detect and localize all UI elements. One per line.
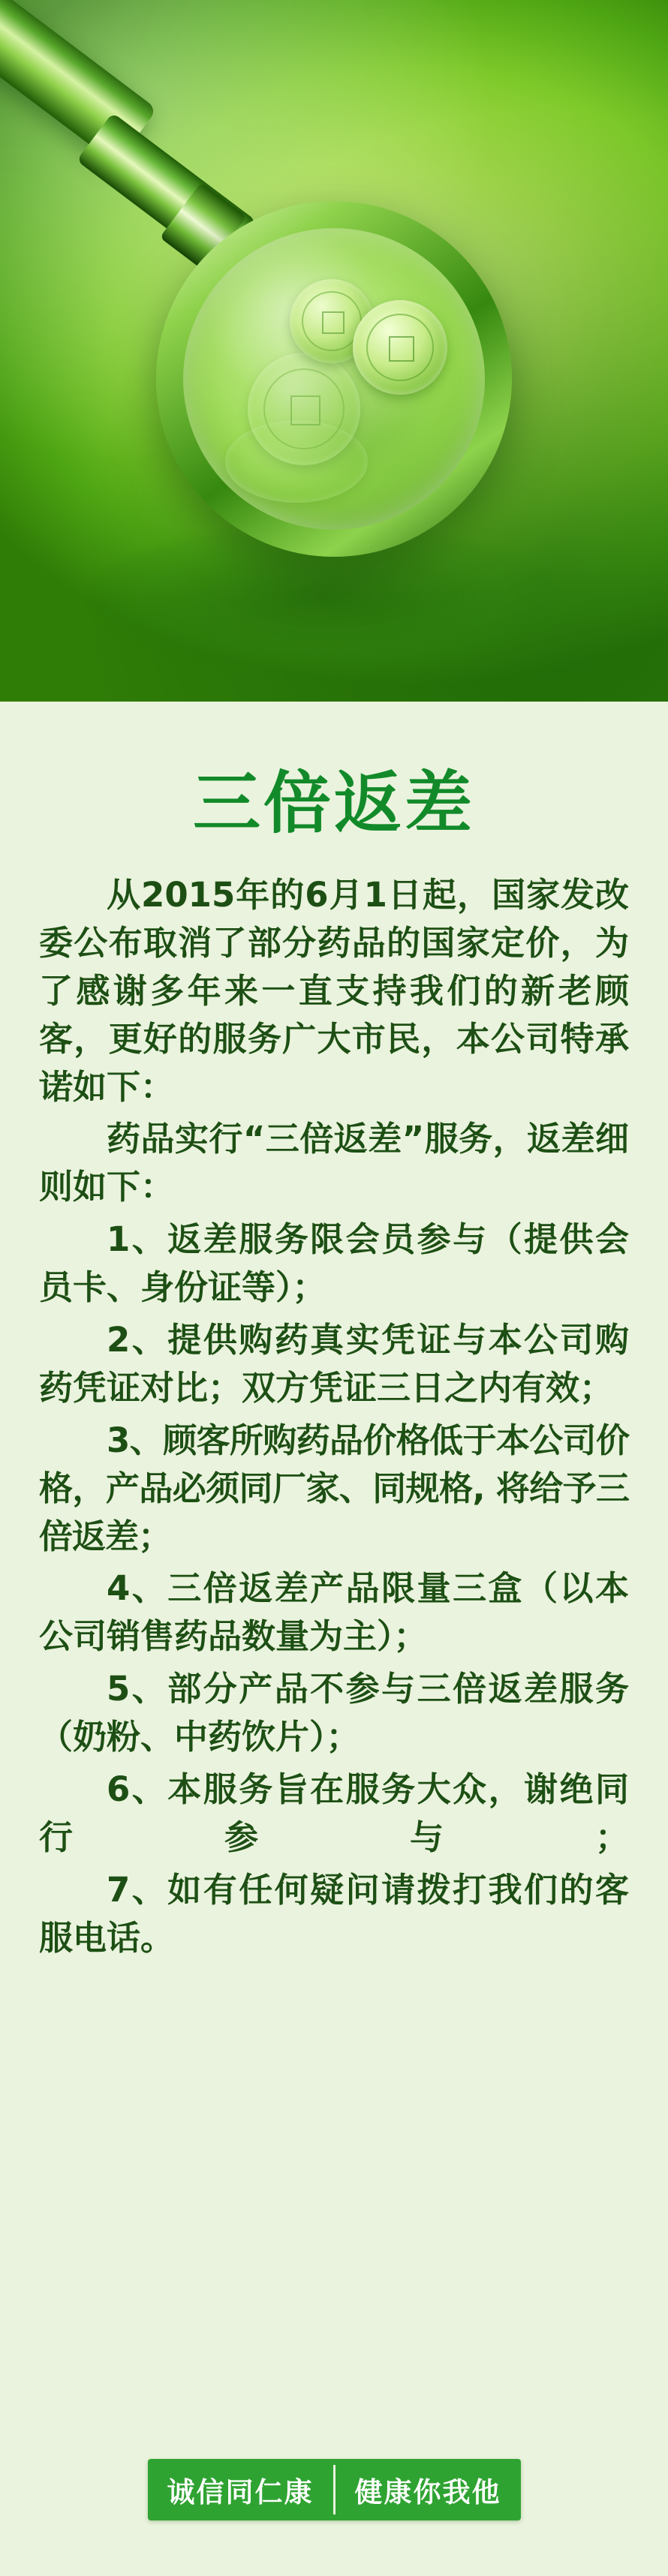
paragraph-4: 2、提供购药真实凭证与本公司购药凭证对比；双方凭证三日之内有效； xyxy=(39,1320,629,1408)
page-title: 三倍返差 xyxy=(193,764,475,843)
coin-icon-3 xyxy=(248,353,360,465)
paragraph-5: 3、顾客所购药品价格低于本公司价格，产品必须同厂家、同规格, 将给予三倍返差； xyxy=(39,1420,629,1556)
coin-icon-1 xyxy=(353,300,447,395)
body-text xyxy=(39,871,629,1962)
paragraph-7: 5、部分产品不参与三倍返差服务（奶粉、中药饮片）； xyxy=(39,1669,629,1757)
paragraph-2: 药品实行“三倍返差”服务，返差细则如下： xyxy=(39,1119,629,1207)
hero-image xyxy=(0,0,668,702)
paragraph-3: 1、返差服务限会员参与（提供会员卡、身份证等）； xyxy=(39,1219,629,1308)
slogan-left: 诚信同仁康 xyxy=(167,2476,314,2508)
poster-content xyxy=(0,748,668,1962)
slogan-bar xyxy=(148,2459,521,2520)
paragraph-9: 7、如有任何疑问请拨打我们的客服电话。 xyxy=(39,1869,629,1958)
paragraph-6: 4、三倍返差产品限量三盒（以本公司销售药品数量为主）； xyxy=(39,1568,629,1657)
slogan-right: 健康你我他 xyxy=(354,2476,501,2508)
footer xyxy=(0,2459,668,2520)
paragraph-8: 6、本服务旨在服务大众，谢绝同行参与； xyxy=(39,1769,629,1857)
paragraph-1: 从2015年的6月1日起，国家发改委公布取消了部分药品的国家定价，为了感谢多年来一直支持我们的新老顾客，更好的服务广大市民，本公司特承诺如下： xyxy=(39,875,629,1107)
